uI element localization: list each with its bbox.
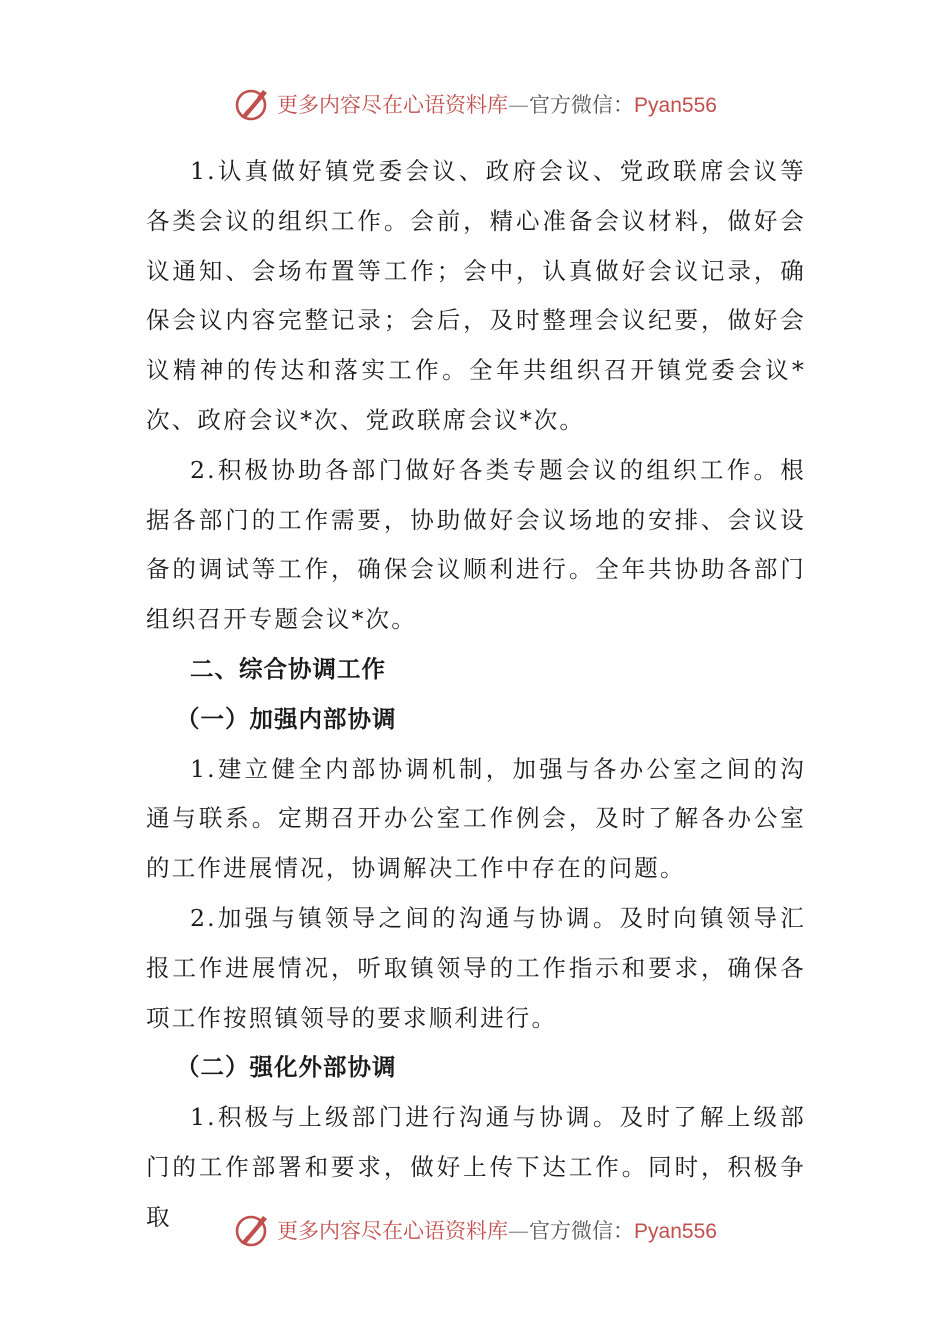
watermark-header: [0, 82, 950, 126]
document-body: [146, 147, 806, 1243]
watermark-dash: —: [508, 93, 530, 117]
paragraph-special-meetings: 2.积极协助各部门做好各类专题会议的组织工作。根据各部门的工作需要，协助做好会议场地的安排、会议设备的调试等工作，确保会议顺利进行。全年共协助各部门组织召开专题会议*次。: [146, 455, 806, 634]
watermark-text: 更多内容尽在心语资料库: [277, 1219, 509, 1243]
watermark-wechat-id: Pyan556: [634, 1220, 717, 1243]
paragraph-leader-communication: 2.加强与镇领导之间的沟通与协调。及时向镇领导汇报工作进展情况，听取镇领导的工作指示和要求，确保各项工作按照镇领导的要求顺利进行。: [146, 903, 806, 1032]
subheading-external-coordination: （二）强化外部协调: [176, 1053, 397, 1082]
watermark-text: 更多内容尽在心语资料库: [277, 93, 509, 117]
subheading-internal-coordination: （一）加强内部协调: [176, 704, 397, 733]
paragraph-internal-mechanism: 1.建立健全内部协调机制，加强与各办公室之间的沟通与联系。定期召开办公室工作例会，及时了解各办公室的工作进展情况，协调解决工作中存在的问题。: [146, 754, 806, 883]
quill-logo-icon: [233, 84, 273, 124]
watermark-footer: [0, 1208, 950, 1252]
watermark-wechat-label: 官方微信：: [529, 93, 635, 117]
section-heading-coordination: 二、综合协调工作: [190, 654, 386, 683]
watermark-wechat-id: Pyan556: [634, 94, 717, 117]
watermark-dash: —: [508, 1219, 530, 1243]
paragraph-meeting-organization: 1.认真做好镇党委会议、政府会议、党政联席会议等各类会议的组织工作。会前，精心准备会议材料，做好会议通知、会场布置等工作；会中，认真做好会议记录，确保会议内容完整记录；会后，及时整理会议纪要，做好会议精神的传达和落实工作。全年共组织召开镇党委会议*次、政府会议*次、党政联席会议*次。: [146, 157, 806, 434]
paragraph-superior-departments: 1.积极与上级部门进行沟通与协调。及时了解上级部门的工作部署和要求，做好上传下达工作。同时，积极争取: [146, 1103, 806, 1231]
watermark-wechat-label: 官方微信：: [529, 1219, 635, 1243]
quill-logo-icon: [233, 1210, 273, 1250]
